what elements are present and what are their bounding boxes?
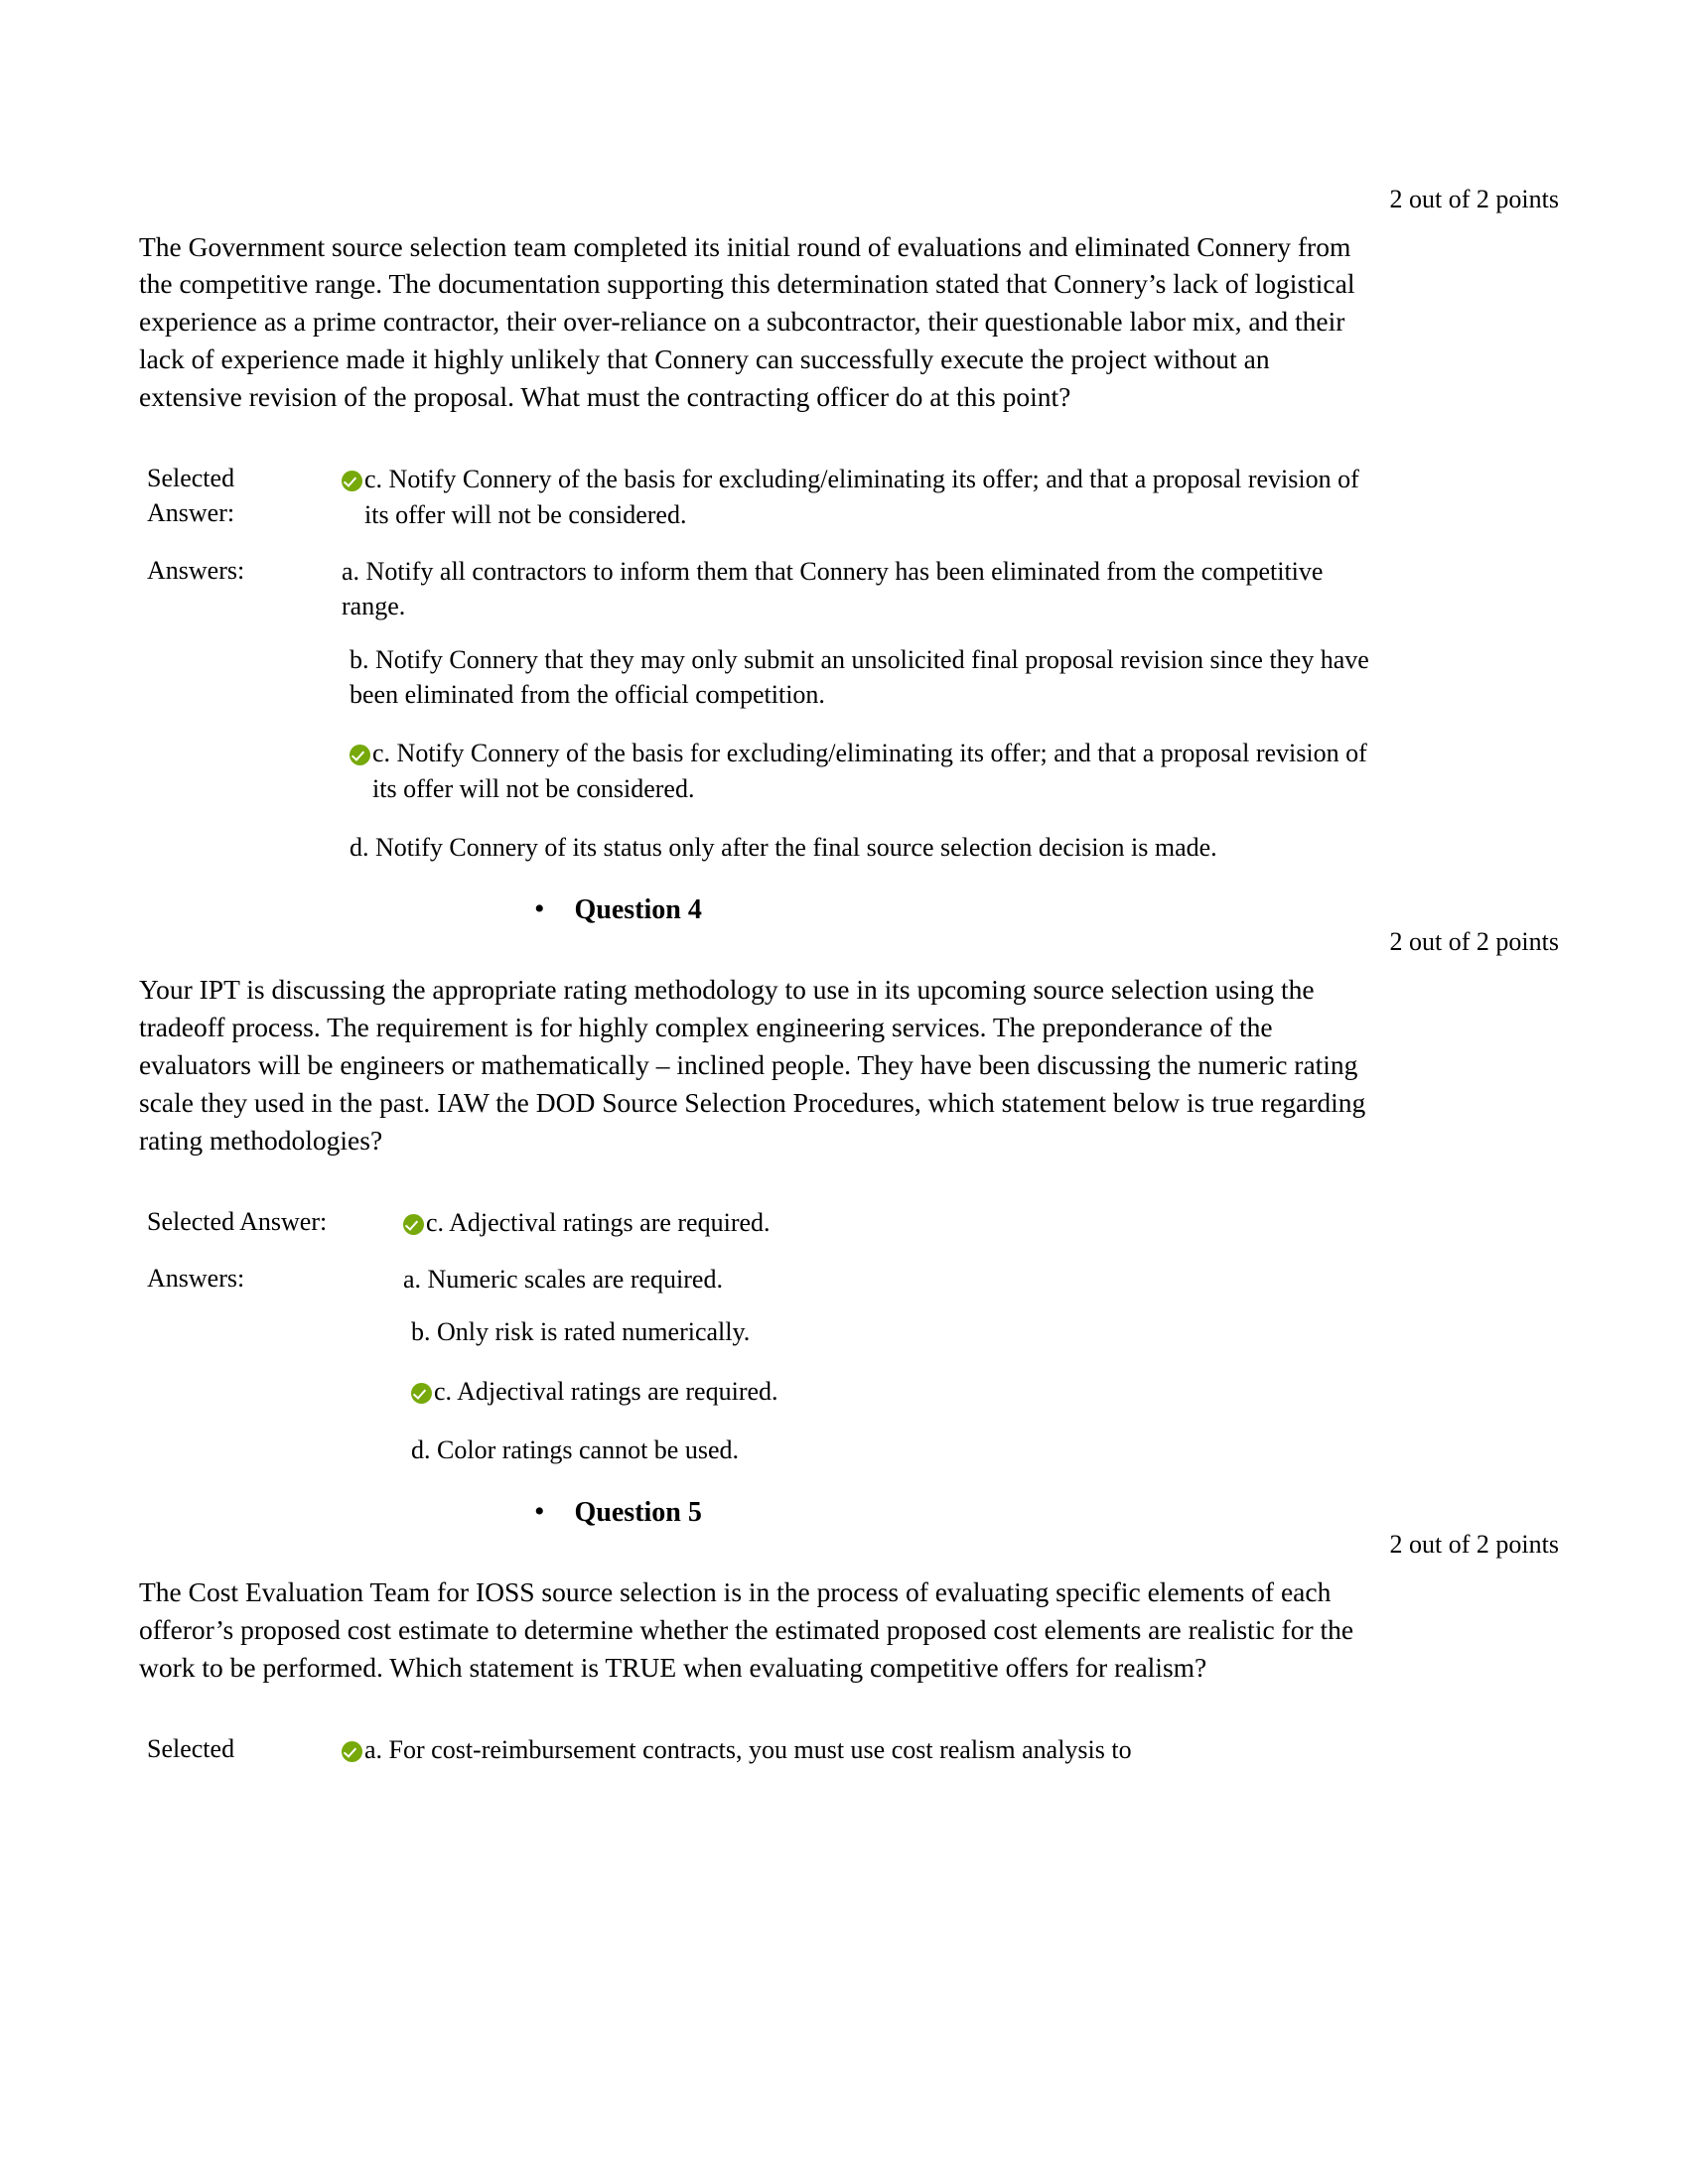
selected-answer-label: Selected Answer: — [147, 1206, 328, 1236]
answer-block — [147, 1732, 1559, 1767]
answer-option-d — [411, 1433, 1444, 1467]
question-prompt: Your IPT is discussing the appropriate rating methodology to use in its upcoming source selection using the tradeoff process. The requirement is for highly complex engineering services. The preponderance of the evaluators will be engineers or mathematically – inclined people. They have been discussing the numeric rating scale they used in the past. IAW the DOD Source Selection Procedures, which statement below is true regarding rating methodologies? — [139, 973, 1366, 1156]
answer-options-list — [411, 1314, 1559, 1467]
bullet-glyph: • — [534, 1495, 545, 1529]
answer-option-b-text: b. Notify Connery that they may only submit an unsolicited final proposal revision since they have been eliminated from the official competition. — [350, 644, 1369, 709]
answer-option-c-text: c. Adjectival ratings are required. — [434, 1376, 778, 1406]
selected-answer-value — [403, 1205, 1436, 1240]
answers-row — [147, 554, 1559, 624]
selected-answer-text: c. Notify Connery of the basis for excluding/eliminating its offer; and that a proposal revision of its offer will not be considered. — [364, 465, 1359, 529]
points-awarded: 2 out of 2 points — [1389, 927, 1559, 957]
answer-option-c-text: c. Notify Connery of the basis for excluding/eliminating its offer; and that a proposal revision of its offer will not be considered. — [372, 739, 1367, 803]
selected-answer-row — [147, 462, 1559, 532]
correct-check-icon — [342, 1741, 362, 1762]
question-5-heading — [139, 1497, 1559, 1529]
answer-option-d-text: d. Color ratings cannot be used. — [411, 1435, 739, 1465]
answer-option-a-text: a. Notify all contractors to inform them that Connery has been eliminated from the competitive range. — [342, 556, 1324, 621]
question-4-section — [139, 894, 1559, 1467]
answers-row — [147, 1262, 1559, 1297]
answer-block — [147, 1205, 1559, 1468]
question-prompt: The Government source selection team completed its initial round of evaluations and eliminated Connery from the competitive range. The documentation supporting this determination stated that Connery’s lack of logistical experience as a prime contractor, their over-reliance on a subcontractor, their questionable labor mix, and their lack of experience made it highly unlikely that Connery can successfully execute the project without an extensive revision of the proposal. What must the contracting officer do at this point? — [139, 230, 1355, 413]
answer-option-c — [411, 1374, 1444, 1409]
selected-answer-label-line1: Selected — [147, 464, 235, 493]
question-5-section — [139, 1497, 1559, 1767]
correct-check-icon — [350, 745, 370, 765]
question-4-title: Question 4 — [574, 894, 702, 926]
answers-label: Answers: — [147, 555, 245, 585]
points-awarded: 2 out of 2 points — [1389, 1530, 1559, 1560]
selected-answer-value — [342, 462, 1374, 532]
selected-answer-text: a. For cost-reimbursement contracts, you must use cost realism analysis to — [364, 1734, 1132, 1764]
points-awarded: 2 out of 2 points — [1389, 185, 1559, 213]
answer-option-b — [411, 1314, 1444, 1349]
bullet-glyph: • — [534, 892, 545, 926]
question-3-section — [139, 184, 1559, 865]
selected-answer-text: c. Adjectival ratings are required. — [426, 1207, 771, 1237]
selected-answer-row — [147, 1732, 1559, 1767]
answer-option-c — [350, 736, 1382, 806]
correct-check-icon — [342, 471, 362, 491]
answer-option-b — [350, 642, 1382, 713]
correct-check-icon — [411, 1383, 432, 1404]
question-prompt: The Cost Evaluation Team for IOSS source selection is in the process of evaluating specific elements of each offeror’s proposed cost estimate to determine whether the estimated proposed cost elements are realistic for the work to be performed. Which statement is TRUE when evaluating competitive offers for realism? — [139, 1575, 1354, 1683]
answer-options-list — [350, 642, 1559, 866]
selected-answer-label-line2: Answer: — [147, 497, 235, 527]
selected-answer-value — [342, 1732, 1374, 1767]
selected-answer-label — [147, 462, 342, 530]
correct-check-icon — [403, 1214, 424, 1235]
question-4-heading — [139, 894, 1559, 926]
answers-label: Answers: — [147, 1263, 245, 1293]
answer-option-a — [342, 554, 1374, 624]
answer-option-a — [403, 1262, 1436, 1297]
selected-answer-label: Selected — [147, 1733, 235, 1763]
answer-option-b-text: b. Only risk is rated numerically. — [411, 1317, 751, 1347]
answer-option-a-text: a. Numeric scales are required. — [403, 1264, 723, 1294]
selected-answer-row — [147, 1205, 1559, 1240]
answer-option-d-text: d. Notify Connery of its status only after the final source selection decision is made. — [350, 833, 1217, 863]
question-5-title: Question 5 — [574, 1497, 702, 1529]
answer-block — [147, 462, 1559, 865]
answer-option-d — [350, 830, 1382, 865]
